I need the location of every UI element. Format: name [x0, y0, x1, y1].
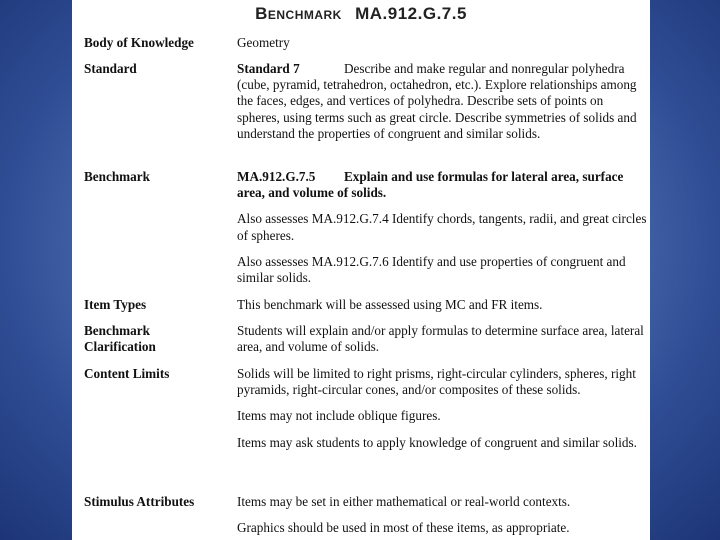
content-limits-p1: Solids will be limited to right prisms, right-circular cylinders, spheres, right pyramids, right-circular cones, and/or composites of these solids.: [237, 366, 636, 398]
stimulus-p1: Items may be set in either mathematical or real-world contexts.: [237, 494, 571, 509]
content-limits-p3: Items may ask students to apply knowledge of congruent and similar solids.: [237, 434, 637, 450]
stimulus-p2: Graphics should be used in most of these items, as appropriate.: [237, 520, 570, 536]
row-label: Benchmark: [84, 169, 150, 184]
row-label: Stimulus Attributes: [84, 494, 195, 509]
page-title: [72, 4, 650, 24]
row-label: [84, 323, 234, 355]
row-label-line1: Benchmark: [84, 323, 150, 338]
row-label: Content Limits: [84, 366, 170, 381]
row-value: Geometry: [237, 35, 290, 50]
benchmark-text: Explain and use formulas for lateral area, surface area, and volume of solids.: [237, 169, 624, 201]
standard-number: Standard 7: [237, 61, 300, 76]
row-value: Students will explain and/or apply formulas to determine surface area, lateral area, and volume of solids.: [237, 323, 644, 355]
document-page: [72, 0, 650, 540]
standard-text: Describe and make regular and nonregular polyhedra (cube, pyramid, tetrahedron, octahedron, etc.). Explore relationships among the faces, edges, and vertices of polyhedra. Describe sets of points on spheres, using terms such as great circle. Describe symmetries of solids and understand the properties of congruent and similar solids.: [237, 61, 637, 141]
benchmark-text-block: [237, 169, 647, 286]
content-limits-p2: Items may not include oblique figures.: [237, 408, 441, 424]
row-label: Item Types: [84, 297, 147, 312]
standard-text-block: [237, 61, 647, 142]
row-value: This benchmark will be assessed using MC and FR items.: [237, 297, 543, 312]
content-limits-block: [237, 366, 647, 451]
heading-code: MA.912.G.7.5: [355, 4, 467, 23]
row-label: Body of Knowledge: [84, 35, 194, 50]
row-label-line2: Clarification: [84, 339, 156, 355]
heading-word: Benchmark: [255, 4, 342, 23]
benchmark-also-assesses-1: Also assesses MA.912.G.7.4 Identify chords, tangents, radii, and great circles of spheres.: [237, 211, 647, 243]
benchmark-code: MA.912.G.7.5: [237, 169, 316, 184]
stimulus-block: [237, 494, 647, 536]
benchmark-also-assesses-2: Also assesses MA.912.G.7.6 Identify and use properties of congruent and similar solids.: [237, 253, 626, 286]
row-label: Standard: [84, 61, 137, 76]
